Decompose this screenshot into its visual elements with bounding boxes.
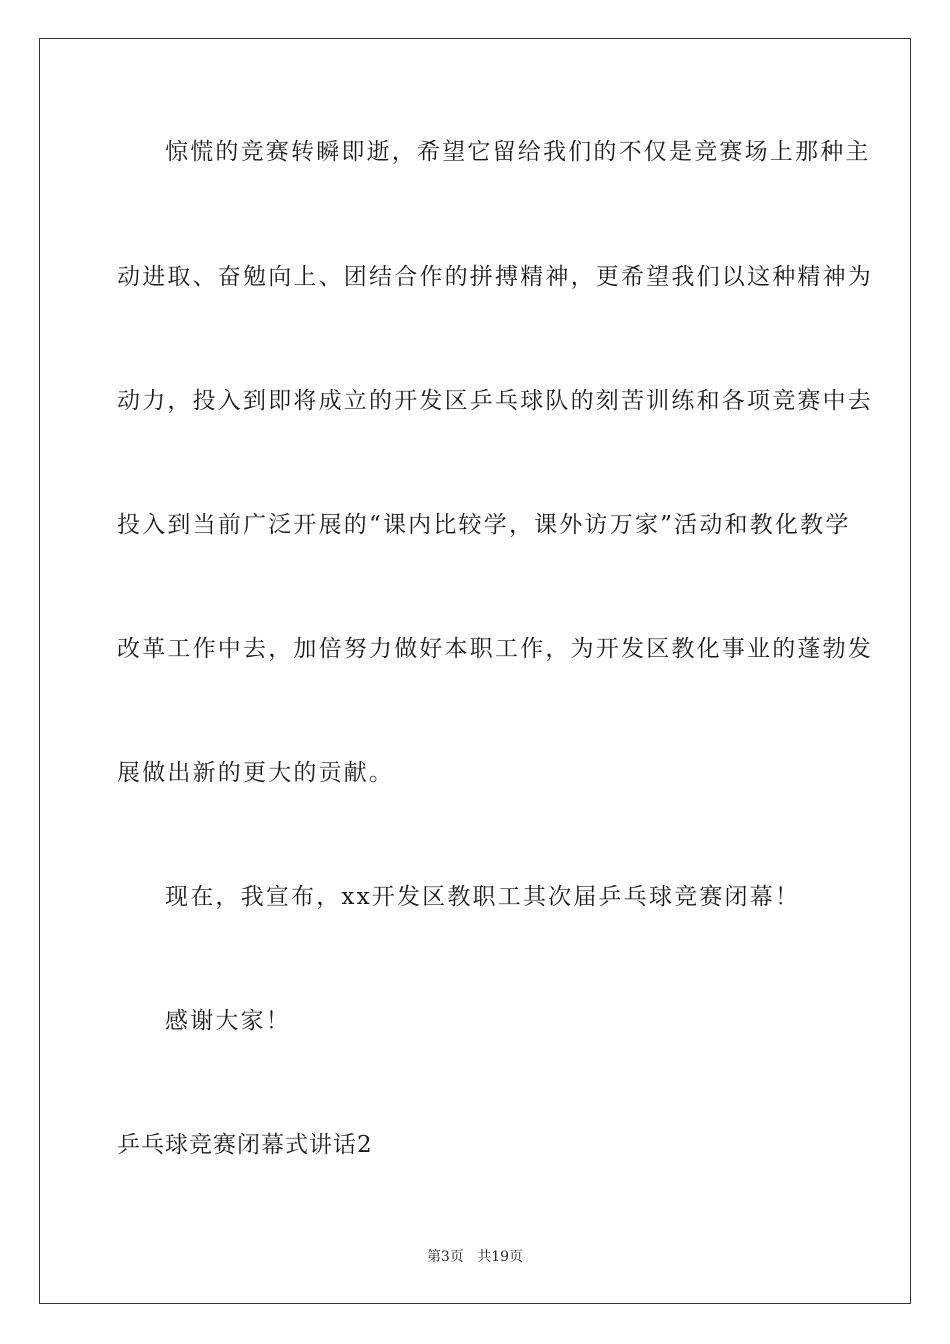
page-number: 第3页 <box>426 1249 464 1265</box>
page-border <box>39 38 911 1304</box>
paragraph-line-2: 动进取、奋勉向上、团结合作的拼搏精神，更希望我们以这种精神为 <box>117 264 873 290</box>
page-footer <box>0 1248 950 1266</box>
paragraph-line-4: 投入到当前广泛开展的“课内比较学，课外访万家”活动和教化教学 <box>117 512 851 538</box>
paragraph-line-1: 惊慌的竞赛转瞬即逝，希望它留给我们的不仅是竞赛场上那种主 <box>165 139 871 165</box>
paragraph-line-3: 动力，投入到即将成立的开发区乒乓球队的刻苦训练和各项竞赛中去 <box>117 388 873 414</box>
thanks-text: 感谢大家！ <box>165 1008 291 1034</box>
paragraph-line-6: 展做出新的更大的贡献。 <box>117 760 395 786</box>
announcement-text: 现在，我宣布，xx开发区教职工其次届乒乓球竞赛闭幕！ <box>165 884 801 910</box>
total-pages: 共19页 <box>477 1249 524 1265</box>
paragraph-line-5: 改革工作中去，加倍努力做好本职工作，为开发区教化事业的蓬勃发 <box>117 636 873 662</box>
section-title: 乒乓球竞赛闭幕式讲话2 <box>117 1132 373 1158</box>
